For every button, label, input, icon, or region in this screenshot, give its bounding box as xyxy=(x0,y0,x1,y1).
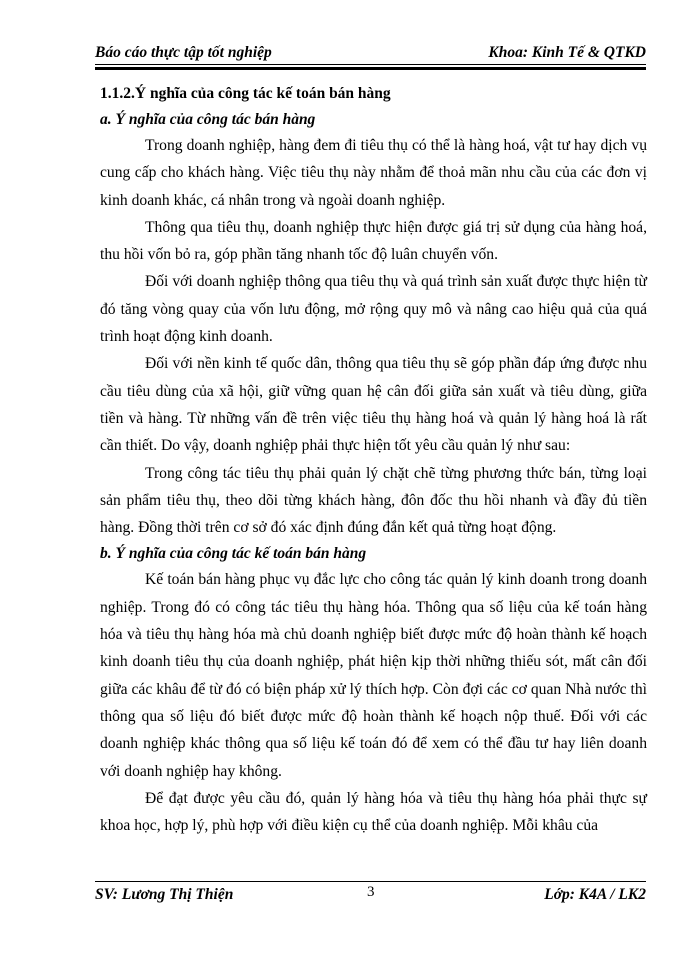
document-body xyxy=(100,80,647,839)
header-rule-thin xyxy=(95,64,646,65)
footer-student-name: SV: Lương Thị Thiện xyxy=(95,886,234,903)
page-header xyxy=(95,38,646,62)
header-faculty: Khoa: Kinh Tế & QTKD xyxy=(488,44,646,61)
subsection-a-title: a. Ý nghĩa của công tác bán hàng xyxy=(100,111,316,128)
paragraph: Thông qua tiêu thụ, doanh nghiệp thực hiện được giá trị sử dụng của hàng hoá, thu hồi vốn bỏ ra, góp phần tăng nhanh tốc độ luân chuyển vốn. xyxy=(100,218,647,264)
paragraph: Đối với nền kinh tế quốc dân, thông qua tiêu thụ sẽ góp phần đáp ứng được nhu cầu tiêu dùng của xã hội, giữ vững quan hệ cân đối giữa sản xuất và tiêu dùng, giữa tiền và hàng. Từ những vấn đề trên việc tiêu thụ hàng hoá và quản lý hàng hoá là rất cần thiết. Do vậy, doanh nghiệp phải thực hiện tốt yêu cầu quản lý như sau: xyxy=(100,355,647,455)
section-title: 1.1.2.Ý nghĩa của công tác kế toán bán hàng xyxy=(100,85,391,102)
footer-rule xyxy=(95,881,646,882)
paragraph: Trong công tác tiêu thụ phải quản lý chặt chẽ từng phương thức bán, từng loại sản phẩm tiêu thụ, theo dõi từng khách hàng, đôn đốc thu hồi nhanh và đầy đủ tiền hàng. Đồng thời trên cơ sở đó xác định đúng đắn kết quả từng hoạt động. xyxy=(100,464,647,537)
header-report-title: Báo cáo thực tập tốt nghiệp xyxy=(95,44,272,61)
paragraph: Để đạt được yêu cầu đó, quản lý hàng hóa và tiêu thụ hàng hóa phải thực sự khoa học, hợp lý, phù hợp với điều kiện cụ thể của doanh nghiệp. Mỗi khâu của xyxy=(100,789,647,835)
footer-class: Lớp: K4A / LK2 xyxy=(544,886,646,903)
header-rule-thick xyxy=(95,67,646,70)
subsection-b-title: b. Ý nghĩa của công tác kế toán bán hàng xyxy=(100,545,367,563)
paragraph: Trong doanh nghiệp, hàng đem đi tiêu thụ có thể là hàng hoá, vật tư hay dịch vụ cung cấp cho khách hàng. Việc tiêu thụ này nhằm để thoả mãn nhu cầu của các đơn vị kinh doanh khác, cá nhân trong và ngoài doanh nghiệp. xyxy=(100,137,647,209)
paragraph: Đối với doanh nghiệp thông qua tiêu thụ và quá trình sản xuất được thực hiện từ đó tăng vòng quay của vốn lưu động, mở rộng quy mô và nâng cao hiệu quả của quá trình hoạt động kinh doanh. xyxy=(100,273,647,346)
page-number: 3 xyxy=(367,884,375,900)
page-footer xyxy=(95,884,646,910)
paragraph: Kế toán bán hàng phục vụ đắc lực cho công tác quản lý kinh doanh trong doanh nghiệp. Trong đó có công tác tiêu thụ hàng hóa. Thông qua số liệu của kế toán hàng hóa và tiêu thụ hàng hóa mà chủ doanh nghiệp biết được mức độ hoàn thành kế hoạch kinh doanh tiêu thụ của doanh nghiệp, phát hiện kịp thời những thiếu sót, mất cân đối giữa các khâu để từ đó có biện pháp xử lý thích hợp. Còn đợi các cơ quan Nhà nước thì thông qua số liệu đó biết được mức độ hoàn thành kế hoạch nộp thuế. Đối với các doanh nghiệp khác thông qua số liệu kế toán đó để xem có thể đầu tư hay liên doanh với doanh nghiệp hay không. xyxy=(100,571,647,780)
